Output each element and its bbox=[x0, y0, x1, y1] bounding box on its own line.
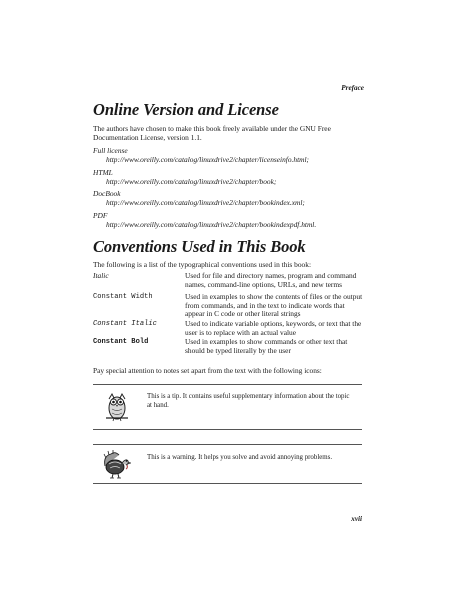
notes-intro: Pay special attention to notes set apart from the text with the following icons: bbox=[93, 366, 322, 375]
convention-term-constant-width: Constant Width bbox=[93, 293, 153, 301]
section-heading-conventions: Conventions Used in This Book bbox=[93, 237, 306, 256]
note-rule bbox=[93, 429, 362, 430]
link-url-html[interactable]: http://www.oreilly.com/catalog/linuxdrive2/chapter/book; bbox=[106, 177, 277, 186]
convention-term-italic: Italic bbox=[93, 271, 109, 280]
turkey-icon bbox=[101, 450, 133, 480]
link-url-docbook[interactable]: http://www.oreilly.com/catalog/linuxdrive2/chapter/bookindex.xml; bbox=[106, 198, 305, 207]
note-rule bbox=[93, 444, 362, 445]
link-term-docbook: DocBook bbox=[93, 189, 121, 198]
owl-icon bbox=[104, 390, 130, 424]
note-rule bbox=[93, 384, 362, 385]
convention-term-constant-italic: Constant Italic bbox=[93, 320, 157, 328]
running-head: Preface bbox=[341, 84, 364, 92]
link-term-html: HTML bbox=[93, 168, 113, 177]
tip-text: This is a tip. It contains useful supplementary information about the topic at hand. bbox=[147, 393, 350, 409]
license-paragraph: The authors have chosen to make this book freely available under the GNU Free Documentation License, version 1.1. bbox=[93, 124, 331, 143]
conventions-intro: The following is a list of the typographical conventions used in this book: bbox=[93, 260, 311, 269]
convention-term-constant-bold: Constant Bold bbox=[93, 338, 149, 346]
convention-description: Used in examples to show the contents of files or the output from commands, and in the text to indicate words that appear in C code or other literal strings bbox=[185, 292, 363, 319]
page-number: xvii bbox=[351, 515, 362, 523]
link-url-full-license[interactable]: http://www.oreilly.com/catalog/linuxdrive2/chapter/licenseinfo.html; bbox=[106, 155, 310, 164]
convention-description: Used for file and directory names, program and command names, command-line options, URLs, and new terms bbox=[185, 271, 357, 289]
link-term-pdf: PDF bbox=[93, 211, 108, 220]
convention-description: Used to indicate variable options, keywords, or text that the user is to replace with an actual value bbox=[185, 319, 362, 337]
convention-description: Used in examples to show commands or other text that should be typed literally by the user bbox=[185, 337, 348, 355]
section-heading-online-version: Online Version and License bbox=[93, 100, 279, 119]
warning-text: This is a warning. It helps you solve and avoid annoying problems. bbox=[147, 454, 333, 461]
link-term-full-license: Full license bbox=[93, 146, 128, 155]
link-url-pdf[interactable]: http://www.oreilly.com/catalog/linuxdrive2/chapter/bookindexpdf.html. bbox=[106, 220, 317, 229]
note-rule bbox=[93, 483, 362, 484]
